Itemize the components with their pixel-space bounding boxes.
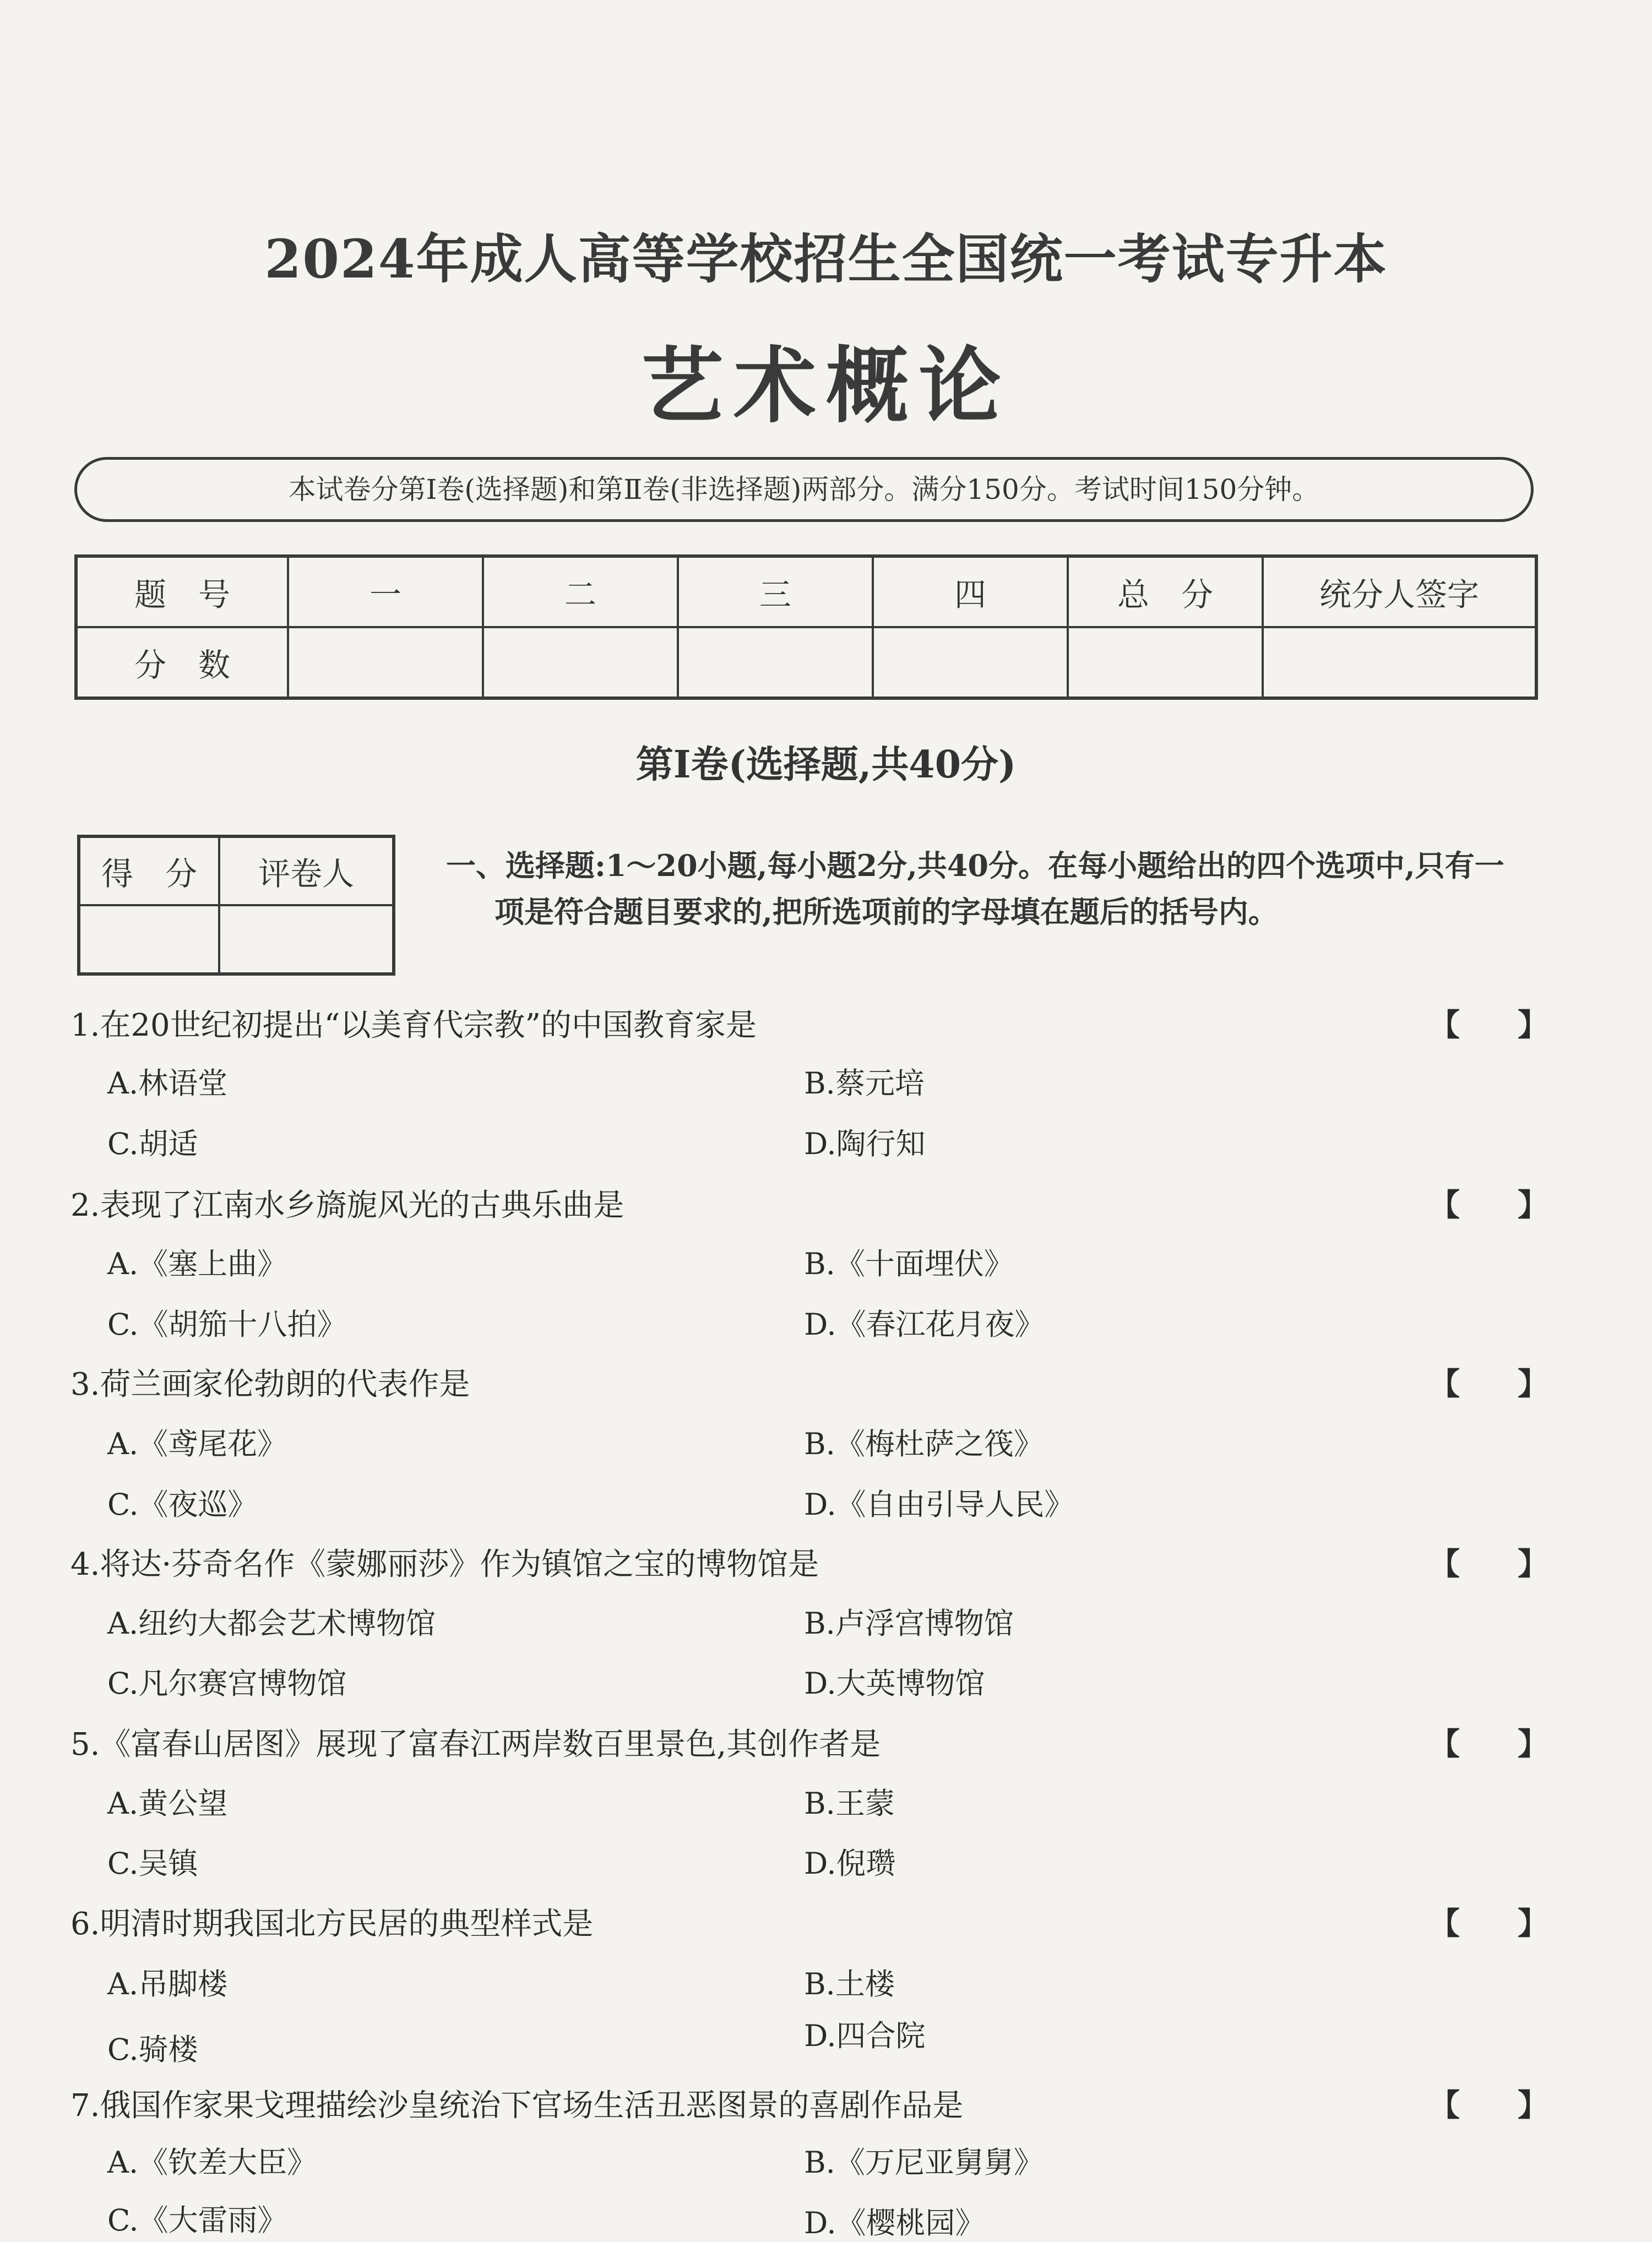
option-d: D.《樱桃园》 [804,2206,985,2240]
score-table-header-row [76,556,1536,627]
answer-bracket: 【】 [1429,1366,1606,1402]
option-c: C.《胡笳十八拍》 [107,1307,347,1342]
option-d: D.大英博物馆 [804,1666,985,1701]
option-a: A.林语堂 [107,1066,228,1101]
grader-table [77,835,395,976]
option-b: B.蔡元培 [804,1066,925,1101]
grader-score-label: 得 分 [79,836,219,905]
answer-bracket: 【】 [1429,1007,1606,1043]
score-table-header: 一 [288,556,483,627]
grader-score-cell [79,905,219,974]
section-title: 第Ⅰ卷(选择题,共40分) [635,743,1017,787]
part-one-intro-text: 一、选择题:1～20小题,每小题2分,共40分。在每小题给出的四个选项中,只有一项是符合题目要求的,把所选项前的字母填在题后的括号内。 [446,848,1504,929]
score-table-header: 总 分 [1068,556,1263,627]
answer-bracket: 【】 [1429,1546,1606,1582]
answer-bracket: 【】 [1429,2087,1606,2124]
option-b: B.王蒙 [804,1786,895,1821]
option-c: C.骑楼 [107,2032,198,2067]
score-table-header: 二 [483,556,678,627]
score-row-label: 分 数 [76,627,288,698]
score-table-header: 题 号 [76,556,288,627]
score-cell [678,627,873,698]
question-stem: 5.《富春山居图》展现了富春江两岸数百里景色,其创作者是 [70,1727,881,1762]
question-stem: 7.俄国作家果戈理描绘沙皇统治下官场生活丑恶图景的喜剧作品是 [70,2088,964,2124]
option-b: B.《十面埋伏》 [804,1247,1014,1281]
option-c: C.胡适 [107,1127,198,1161]
grader-name-cell [219,905,394,974]
score-table-score-row [76,627,1536,698]
option-c: C.吴镇 [107,1846,198,1881]
grader-name-label: 评卷人 [219,836,394,905]
exam-instructions: 本试卷分第Ⅰ卷(选择题)和第Ⅱ卷(非选择题)两部分。满分150分。考试时间150分钟。 [74,457,1534,522]
answer-bracket: 【】 [1429,1726,1606,1762]
question-stem: 6.明清时期我国北方民居的典型样式是 [70,1906,594,1942]
subject-title: 艺术概论 [640,338,1011,434]
option-a: A.黄公望 [107,1786,228,1821]
option-d: D.《自由引导人民》 [804,1487,1074,1522]
option-d: D.陶行知 [804,1127,926,1161]
option-a: A.吊脚楼 [107,1967,228,2001]
score-table-header: 三 [678,556,873,627]
part-one-intro [446,842,1525,935]
answer-bracket: 【】 [1429,1906,1606,1942]
option-d: D.《春江花月夜》 [804,1307,1045,1342]
option-d: D.倪瓒 [804,1846,896,1881]
option-a: A.纽约大都会艺术博物馆 [107,1606,436,1641]
option-c: C.《夜巡》 [107,1487,258,1522]
score-table-header: 统分人签字 [1263,556,1536,627]
option-b: B.卢浮宫博物馆 [804,1606,1014,1641]
option-b: B.《万尼亚舅舅》 [804,2145,1044,2180]
question-stem: 3.荷兰画家伦勃朗的代表作是 [70,1367,470,1402]
answer-bracket: 【】 [1429,1187,1606,1223]
question-stem: 4.将达·芬奇名作《蒙娜丽莎》作为镇馆之宝的博物馆是 [70,1547,819,1582]
question-stem: 2.表现了江南水乡旖旎风光的古典乐曲是 [70,1188,624,1223]
score-cell [483,627,678,698]
option-c: C.《大雷雨》 [107,2203,287,2238]
option-a: A.《鸢尾花》 [107,1427,287,1461]
option-b: B.《梅杜萨之筏》 [804,1427,1044,1461]
option-d: D.四合院 [804,2018,926,2053]
exam-title: 2024年成人高等学校招生全国统一考试专升本 [264,228,1388,290]
option-b: B.土楼 [804,1967,895,2001]
score-table [74,554,1538,700]
option-a: A.《塞上曲》 [107,1247,287,1281]
question-stem: 1.在20世纪初提出“以美育代宗教”的中国教育家是 [70,1008,757,1043]
score-cell [873,627,1068,698]
score-cell [1263,627,1536,698]
score-cell [1068,627,1263,698]
option-a: A.《钦差大臣》 [107,2145,317,2180]
option-c: C.凡尔赛宫博物馆 [107,1666,347,1701]
score-table-header: 四 [873,556,1068,627]
score-cell [288,627,483,698]
